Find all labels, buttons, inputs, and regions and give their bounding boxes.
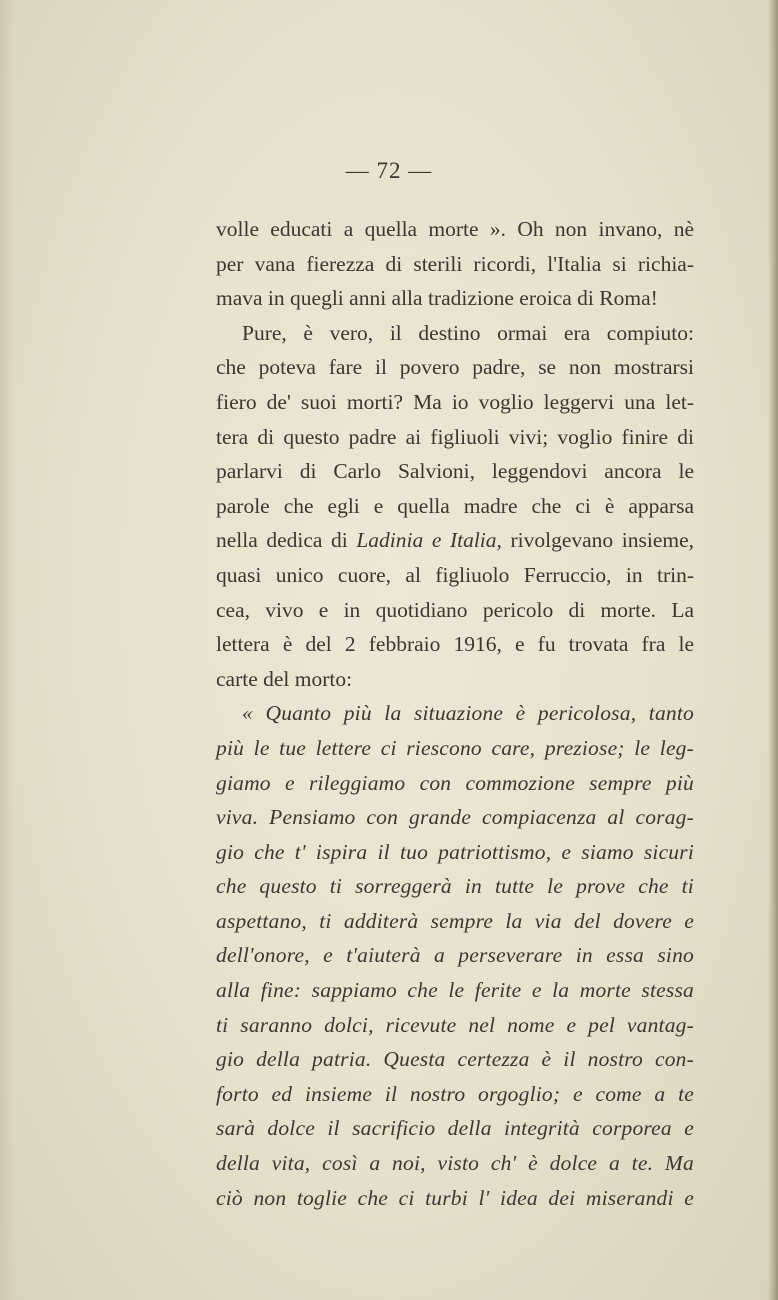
quote-line: dell'onore, e t'aiuterà a perseverare in essa sino xyxy=(216,943,694,968)
text-line: parlarvi di Carlo Salvioni, leggendovi ancora le xyxy=(216,459,694,484)
quote-line: ti saranno dolci, ricevute nel nome e pel vantag- xyxy=(216,1012,694,1037)
page-edge-right xyxy=(768,0,778,1300)
body-text xyxy=(216,212,694,1215)
text-line: che poteva fare il povero padre, se non mostrarsi xyxy=(216,355,694,380)
page-edge-left xyxy=(0,0,14,1300)
book-title: Ladinia e Italia, xyxy=(356,528,502,553)
quote-line: viva. Pensiamo con grande compiacenza al corag- xyxy=(216,805,694,830)
paragraph-1 xyxy=(216,212,694,316)
text-line: volle educati a quella morte ». Oh non invano, nè xyxy=(216,217,694,241)
dedica-suffix: rivolgevano insieme, xyxy=(501,528,694,553)
quote-line: forto ed insieme il nostro orgoglio; e come a te xyxy=(216,1081,694,1106)
text-line: quasi unico cuore, al figliuolo Ferruccio, in trin- xyxy=(216,562,694,587)
quote-line: gio della patria. Questa certezza è il nostro con- xyxy=(216,1047,694,1072)
quote-line: gio che t' ispira il tuo patriottismo, e siamo sicuri xyxy=(216,839,694,864)
quote-line: « Quanto più la situazione è pericolosa, tanto xyxy=(242,701,694,726)
quoted-letter xyxy=(216,696,694,1215)
text-line: carte del morto: xyxy=(216,666,353,691)
text-line: tera di questo padre ai figliuoli vivi; voglio finire di xyxy=(216,424,694,449)
quote-line: ciò non toglie che ci turbi l' idea dei miserandi e xyxy=(216,1185,694,1210)
text-line: fiero de' suoi morti? Ma io voglio leggervi una let- xyxy=(216,389,694,414)
quote-line: aspettano, ti additerà sempre la via del dovere e xyxy=(216,908,694,933)
text-line: mava in quegli anni alla tradizione eroica di Roma! xyxy=(216,286,658,311)
text-line: cea, vivo e in quotidiano pericolo di morte. La xyxy=(216,597,694,622)
paragraph-2 xyxy=(216,316,694,697)
text-line: parole che egli e quella madre che ci è apparsa xyxy=(216,493,694,518)
text-line: Pure, è vero, il destino ormai era compiuto: xyxy=(242,320,694,345)
text-line: lettera è del 2 febbraio 1916, e fu trovata fra le xyxy=(216,632,694,657)
quote-line: che questo ti sorreggerà in tutte le prove che ti xyxy=(216,874,694,899)
text-line-dedica xyxy=(216,523,694,558)
quote-line: più le tue lettere ci riescono care, preziose; le leg- xyxy=(216,735,694,760)
quote-line: della vita, così a noi, visto ch' è dolce a te. Ma xyxy=(216,1151,694,1176)
quote-line: sarà dolce il sacrificio della integrità corporea e xyxy=(216,1116,694,1141)
quote-line: giamo e rileggiamo con commozione sempre più xyxy=(216,770,694,795)
quote-line: alla fine: sappiamo che le ferite e la morte stessa xyxy=(216,978,694,1003)
dedica-prefix: nella dedica di xyxy=(216,528,357,553)
text-line: per vana fierezza di sterili ricordi, l'Italia si richia- xyxy=(216,251,694,276)
page-number: — 72 — xyxy=(345,158,433,183)
